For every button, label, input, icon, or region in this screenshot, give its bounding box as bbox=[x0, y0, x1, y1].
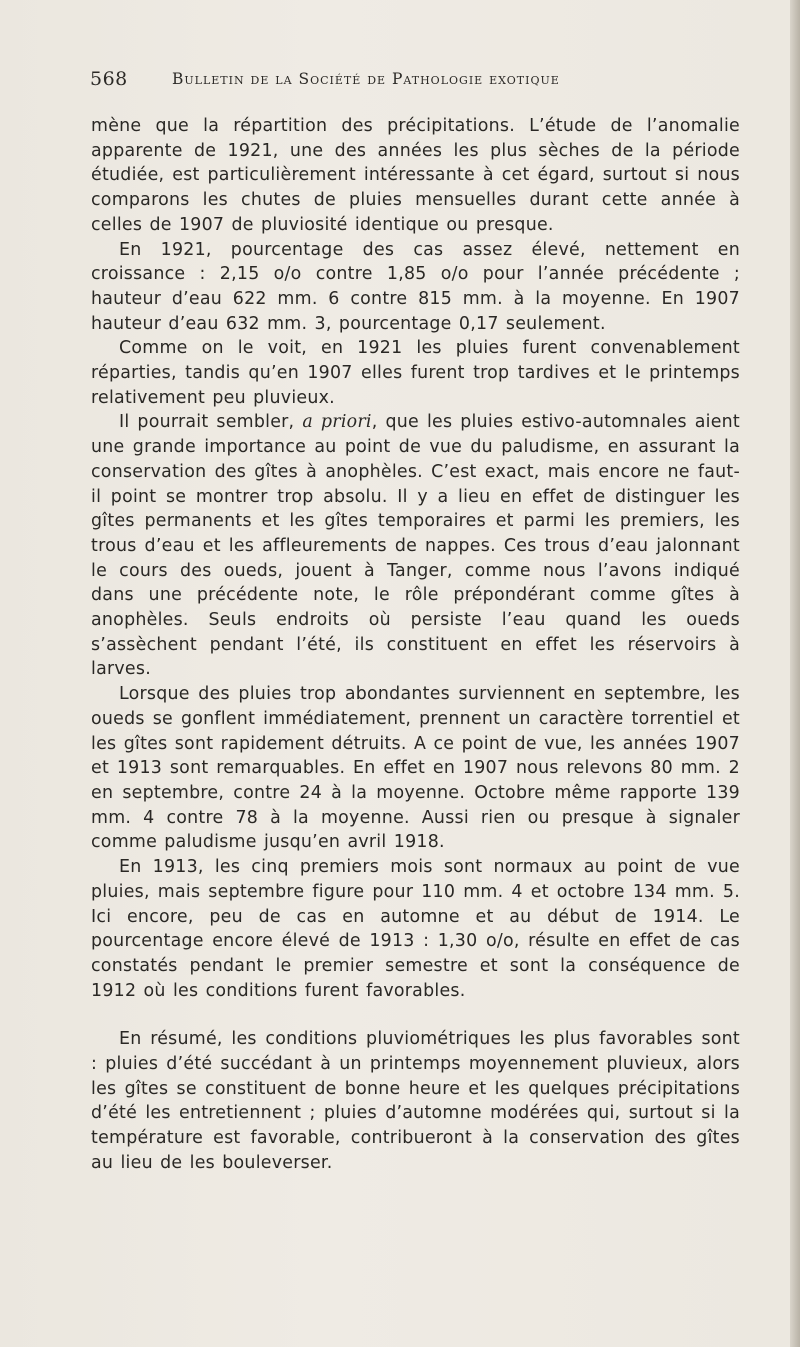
page-number: 568 bbox=[90, 68, 128, 90]
page-edge bbox=[790, 0, 800, 1347]
paragraph-4-italic: a priori bbox=[302, 412, 372, 433]
paragraph-6: En 1913, les cinq premiers mois sont normaux au point de vue pluies, mais septembre figure pour 110 mm. 4 et octobre 134 mm. 5. Ici encore, peu de cas en automne et au début de 1914. Le pourcentage encore élevé de 1913 : 1,30 o/o, résulte en effet de cas constatés pendant le premier semestre et sont la conséquence de 1912 où les conditions furent favorables. bbox=[91, 857, 740, 1001]
paragraph-4-after: , que les pluies estivo-automnales aient une grande importance au point de vue du paludisme, en assurant la conservation des gîtes à anophèles. C’est exact, mais encore ne faut-il point se montrer trop absolu. Il y a lieu en effet de distinguer les gîtes permanents et les gîtes temporaires et parmi les premiers, les trous d’eau et les affleurements de nappes. Ces trous d’eau jalonnant le cours des oueds, jouent à Tanger, comme nous l’avons indiqué dans une précédente note, le rôle prépondérant comme gîtes à anophèles. Seuls endroits où persiste l’eau quand les oueds s’assèchent pendant l’été, ils constituent en effet les réservoirs à larves. bbox=[91, 412, 740, 680]
page-header bbox=[90, 68, 750, 94]
paragraph-7: En résumé, les conditions pluviométriques les plus favorables sont : pluies d’été succédant à un printemps moyennement pluvieux, alors les gîtes se constituent de bonne heure et les quelques précipitations d’été les entretiennent ; pluies d’automne modérées qui, surtout si la température est favorable, contribueront à la conservation des gîtes au lieu de les bouleverser. bbox=[91, 1029, 740, 1173]
paragraph-1: mène que la répartition des précipitations. L’étude de l’anomalie apparente de 1921, une des années les plus sèches de la période étudiée, est particulièrement intéressante à cet égard, surtout si nous comparons les chutes de pluies mensuelles durant cette année à celles de 1907 de pluviosité identique ou presque. bbox=[91, 116, 740, 235]
paragraph-4 bbox=[91, 410, 740, 682]
paragraph-5: Lorsque des pluies trop abondantes surviennent en septembre, les oueds se gonflent immédiatement, prennent un caractère torrentiel et les gîtes sont rapidement détruits. A ce point de vue, les années 1907 et 1913 sont remarquables. En effet en 1907 nous relevons 80 mm. 2 en septembre, contre 24 à la moyenne. Octobre même rapporte 139 mm. 4 contre 78 à la moyenne. Aussi rien ou presque à signaler comme paludisme jusqu’en avril 1918. bbox=[91, 684, 740, 853]
running-head: Bulletin de la Société de Pathologie exotique bbox=[172, 70, 560, 88]
body-text bbox=[91, 114, 740, 1176]
paragraph-4-before: Il pourrait sembler, bbox=[119, 412, 303, 433]
paragraph-3: Comme on le voit, en 1921 les pluies furent convenablement réparties, tandis qu’en 1907 elles furent trop tardives et le printemps relativement peu pluvieux. bbox=[91, 338, 740, 408]
paragraph-2: En 1921, pourcentage des cas assez élevé, nettement en croissance : 2,15 o/o contre 1,85 o/o pour l’année précédente ; hauteur d’eau 622 mm. 6 contre 815 mm. à la moyenne. En 1907 hauteur d’eau 632 mm. 3, pourcentage 0,17 seulement. bbox=[91, 239, 740, 334]
